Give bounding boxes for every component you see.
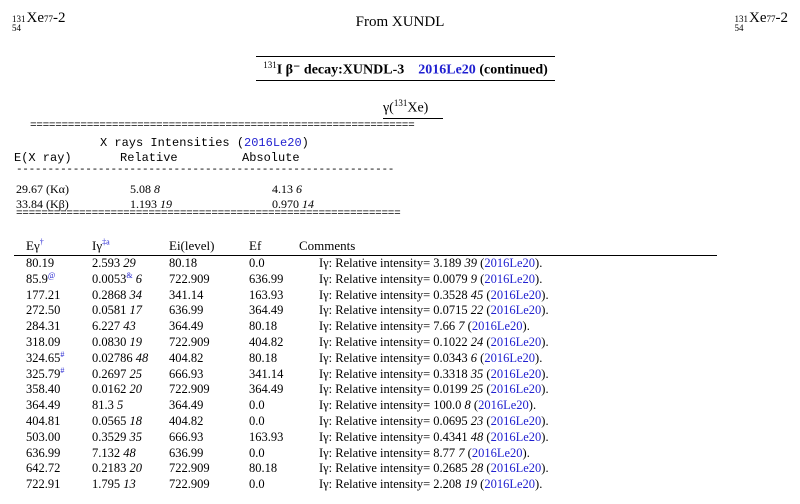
xray-equals-line-bottom: =============================================================	[16, 208, 401, 220]
ei-level-cell: 341.14	[169, 287, 204, 302]
comment-ref-link[interactable]: 2016Le20	[490, 429, 542, 444]
comment-cell: Iγ: Relative intensity= 3.189 39 (2016Le20).	[319, 256, 543, 270]
table-row	[14, 382, 717, 398]
egamma-cell: 503.00	[26, 429, 61, 444]
igamma-cell: 0.0581 17	[92, 303, 142, 318]
comment-cell: Iγ: Relative intensity= 0.2685 28 (2016Le20).	[319, 461, 549, 476]
comment-ref-link[interactable]: 2016Le20	[490, 413, 542, 428]
ef-cell: 636.99	[249, 271, 284, 286]
xray-col-relative: Relative	[120, 151, 178, 165]
comment-cell: Iγ: Relative intensity= 0.0079 9 (2016Le20).	[319, 271, 543, 286]
xray-ref-link[interactable]: 2016Le20	[244, 136, 302, 150]
table-row	[14, 256, 717, 272]
xray-row-absolute: 4.13 6	[272, 182, 302, 196]
xray-row-absolute: 0.970 14	[272, 197, 314, 211]
xray-col-energy: E(X ray)	[14, 151, 72, 165]
table-row	[14, 398, 717, 414]
igamma-footnote-mark: &	[126, 270, 133, 280]
comment-cell: Iγ: Relative intensity= 0.3528 45 (2016Le20).	[319, 287, 549, 302]
ei-level-cell: 666.93	[169, 429, 204, 444]
ef-cell: 364.49	[249, 303, 284, 318]
ei-level-cell: 722.909	[169, 382, 210, 397]
section-title: γ($^{131}$Xe)	[383, 98, 429, 116]
igamma-cell: 1.795 13	[92, 477, 136, 492]
comment-cell: Iγ: Relative intensity= 0.0199 25 (2016Le20).	[319, 382, 549, 397]
egamma-cell: 272.50	[26, 303, 61, 318]
ei-level-cell: 722.909	[169, 271, 210, 286]
igamma-cell: 0.0565 18	[92, 413, 142, 428]
ef-cell: 163.93	[249, 429, 284, 444]
xray-col-absolute: Absolute	[242, 151, 300, 165]
comment-cell: Iγ: Relative intensity= 0.0343 6 (2016Le20).	[319, 350, 543, 365]
igamma-cell: 0.2183 20	[92, 461, 142, 476]
xray-caption: X rays Intensities (2016Le20)	[100, 136, 309, 150]
ei-level-cell: 722.909	[169, 477, 210, 492]
igamma-cell: 0.0830 19	[92, 334, 142, 349]
igamma-cell: 2.593 29	[92, 256, 136, 270]
comment-cell: Iγ: Relative intensity= 0.3318 35 (2016Le20).	[319, 366, 549, 381]
table-row	[14, 461, 717, 477]
gamma-table-header	[14, 236, 717, 256]
comment-ref-link[interactable]: 2016Le20	[490, 461, 542, 476]
comment-ref-link[interactable]: 2016Le20	[490, 334, 542, 349]
ef-cell: 341.14	[249, 366, 284, 381]
col-igamma: $I\gamma^{\ddagger a}$	[84, 236, 160, 256]
comment-ref-link[interactable]: 2016Le20	[490, 382, 542, 397]
igamma-cell: 81.3 5	[92, 398, 124, 413]
egamma-cell: 404.81	[26, 413, 61, 428]
igamma-cell: 0.2868 34	[92, 287, 142, 302]
egamma-cell: 284.31	[26, 319, 61, 334]
comment-ref-link[interactable]: 2016Le20	[484, 256, 536, 270]
ef-cell: 404.82	[249, 334, 284, 349]
egamma-cell: 636.99	[26, 445, 61, 460]
ef-cell: 0.0	[249, 445, 265, 460]
ei-level-cell: 364.49	[169, 398, 204, 413]
table-row	[14, 319, 717, 335]
title-bottom-rule	[256, 80, 555, 81]
comment-cell: Iγ: Relative intensity= 0.0695 23 (2016Le20).	[319, 413, 549, 428]
comment-cell: Iγ: Relative intensity= 7.66 7 (2016Le20).	[319, 319, 530, 334]
col-ef: Ef	[239, 236, 299, 256]
ei-level-cell: 404.82	[169, 350, 204, 365]
ei-level-cell: 404.82	[169, 413, 204, 428]
dataset-ref-link[interactable]: 2016Le20	[418, 62, 476, 78]
dataset-title: $^{131}$I β⁻ decay:XUNDL-3 2016Le20 (continued)	[263, 60, 548, 78]
col-comments: Comments	[299, 236, 717, 256]
ei-level-cell: 364.49	[169, 319, 204, 334]
comment-ref-link[interactable]: 2016Le20	[471, 319, 523, 334]
table-row	[14, 335, 717, 351]
igamma-cell: 0.02786 48	[92, 350, 149, 365]
egamma-cell: 177.21	[26, 287, 61, 302]
egamma-cell: 325.79#	[26, 365, 65, 381]
table-row	[14, 303, 717, 319]
egamma-cell: 318.09	[26, 334, 61, 349]
comment-ref-link[interactable]: 2016Le20	[484, 271, 536, 286]
egamma-footnote-mark: @	[47, 270, 56, 280]
egamma-cell: 324.65#	[26, 349, 65, 365]
xray-equals-line-top: =============================================================	[30, 120, 415, 132]
xray-dash-line: ------------------------------------------------------------	[16, 164, 395, 176]
xray-row-relative: 5.08 8	[130, 182, 160, 196]
comment-ref-link[interactable]: 2016Le20	[471, 445, 523, 460]
igamma-cell: 6.227 43	[92, 319, 136, 334]
egamma-footnote-mark: #	[60, 349, 65, 359]
comment-cell: Iγ: Relative intensity= 0.1022 24 (2016Le20).	[319, 334, 549, 349]
igamma-cell: 0.0162 20	[92, 382, 142, 397]
ei-level-cell: 722.909	[169, 461, 210, 476]
egamma-footnote-mark: #	[60, 365, 65, 375]
table-row	[14, 272, 717, 288]
ef-cell: 0.0	[249, 398, 265, 413]
igamma-cell: 0.0053& 6	[92, 270, 142, 286]
igamma-cell: 0.3529 35	[92, 429, 142, 444]
egamma-cell: 85.9@	[26, 270, 56, 286]
comment-cell: Iγ: Relative intensity= 0.0715 22 (2016Le20).	[319, 303, 549, 318]
col-ei-level: Ei(level)	[160, 236, 239, 256]
xray-row-energy: 29.67 (Kα)	[16, 182, 69, 196]
ef-cell: 80.18	[249, 319, 278, 334]
col-egamma: Eγ†	[14, 236, 84, 256]
gamma-table	[14, 236, 717, 493]
egamma-cell: 80.19	[26, 256, 55, 270]
ei-level-cell: 722.909	[169, 334, 210, 349]
comment-cell: Iγ: Relative intensity= 2.208 19 (2016Le20).	[319, 477, 543, 492]
igamma-cell: 0.2697 25	[92, 366, 142, 381]
comment-ref-link[interactable]: 2016Le20	[484, 350, 536, 365]
ef-cell: 364.49	[249, 382, 284, 397]
table-row	[14, 367, 717, 383]
section-title-underline	[383, 118, 443, 119]
comment-cell: Iγ: Relative intensity= 0.4341 48 (2016Le20).	[319, 429, 549, 444]
title-top-rule	[256, 56, 555, 57]
ei-level-cell: 666.93	[169, 366, 204, 381]
egamma-cell: 642.72	[26, 461, 61, 476]
ef-cell: 163.93	[249, 287, 284, 302]
comment-cell: Iγ: Relative intensity= 100.0 8 (2016Le20).	[319, 398, 537, 413]
egamma-cell: 358.40	[26, 382, 61, 397]
table-row	[14, 477, 717, 493]
header-left-nuclide: 131 54 Xe 77 -2	[12, 10, 66, 33]
ei-level-cell: 636.99	[169, 445, 204, 460]
egamma-cell: 364.49	[26, 398, 61, 413]
table-row	[14, 430, 717, 446]
comment-ref-link[interactable]: 2016Le20	[478, 398, 529, 413]
table-row	[14, 414, 717, 430]
ef-cell: 80.18	[249, 350, 278, 365]
comment-ref-link[interactable]: 2016Le20	[490, 366, 542, 381]
comment-cell: Iγ: Relative intensity= 8.77 7 (2016Le20).	[319, 445, 530, 460]
table-row	[14, 288, 717, 304]
header-right-nuclide: 131 54 Xe 77 -2	[734, 10, 788, 33]
comment-ref-link[interactable]: 2016Le20	[490, 287, 542, 302]
comment-ref-link[interactable]: 2016Le20	[490, 303, 542, 318]
ef-cell: 0.0	[249, 413, 265, 428]
ei-level-cell: 636.99	[169, 303, 204, 318]
table-row	[14, 351, 717, 367]
header-center-title: From XUNDL	[355, 14, 445, 30]
ef-cell: 80.18	[249, 461, 278, 476]
xray-row-relative: 1.193 19	[130, 197, 172, 211]
igamma-cell: 7.132 48	[92, 445, 136, 460]
ef-cell: 0.0	[249, 256, 265, 270]
ei-level-cell: 80.18	[169, 256, 198, 270]
comment-ref-link[interactable]: 2016Le20	[484, 477, 536, 492]
ef-cell: 0.0	[249, 477, 265, 492]
table-row	[14, 446, 717, 462]
xray-row-energy: 33.84 (Kβ)	[16, 197, 69, 211]
egamma-cell: 722.91	[26, 477, 61, 492]
